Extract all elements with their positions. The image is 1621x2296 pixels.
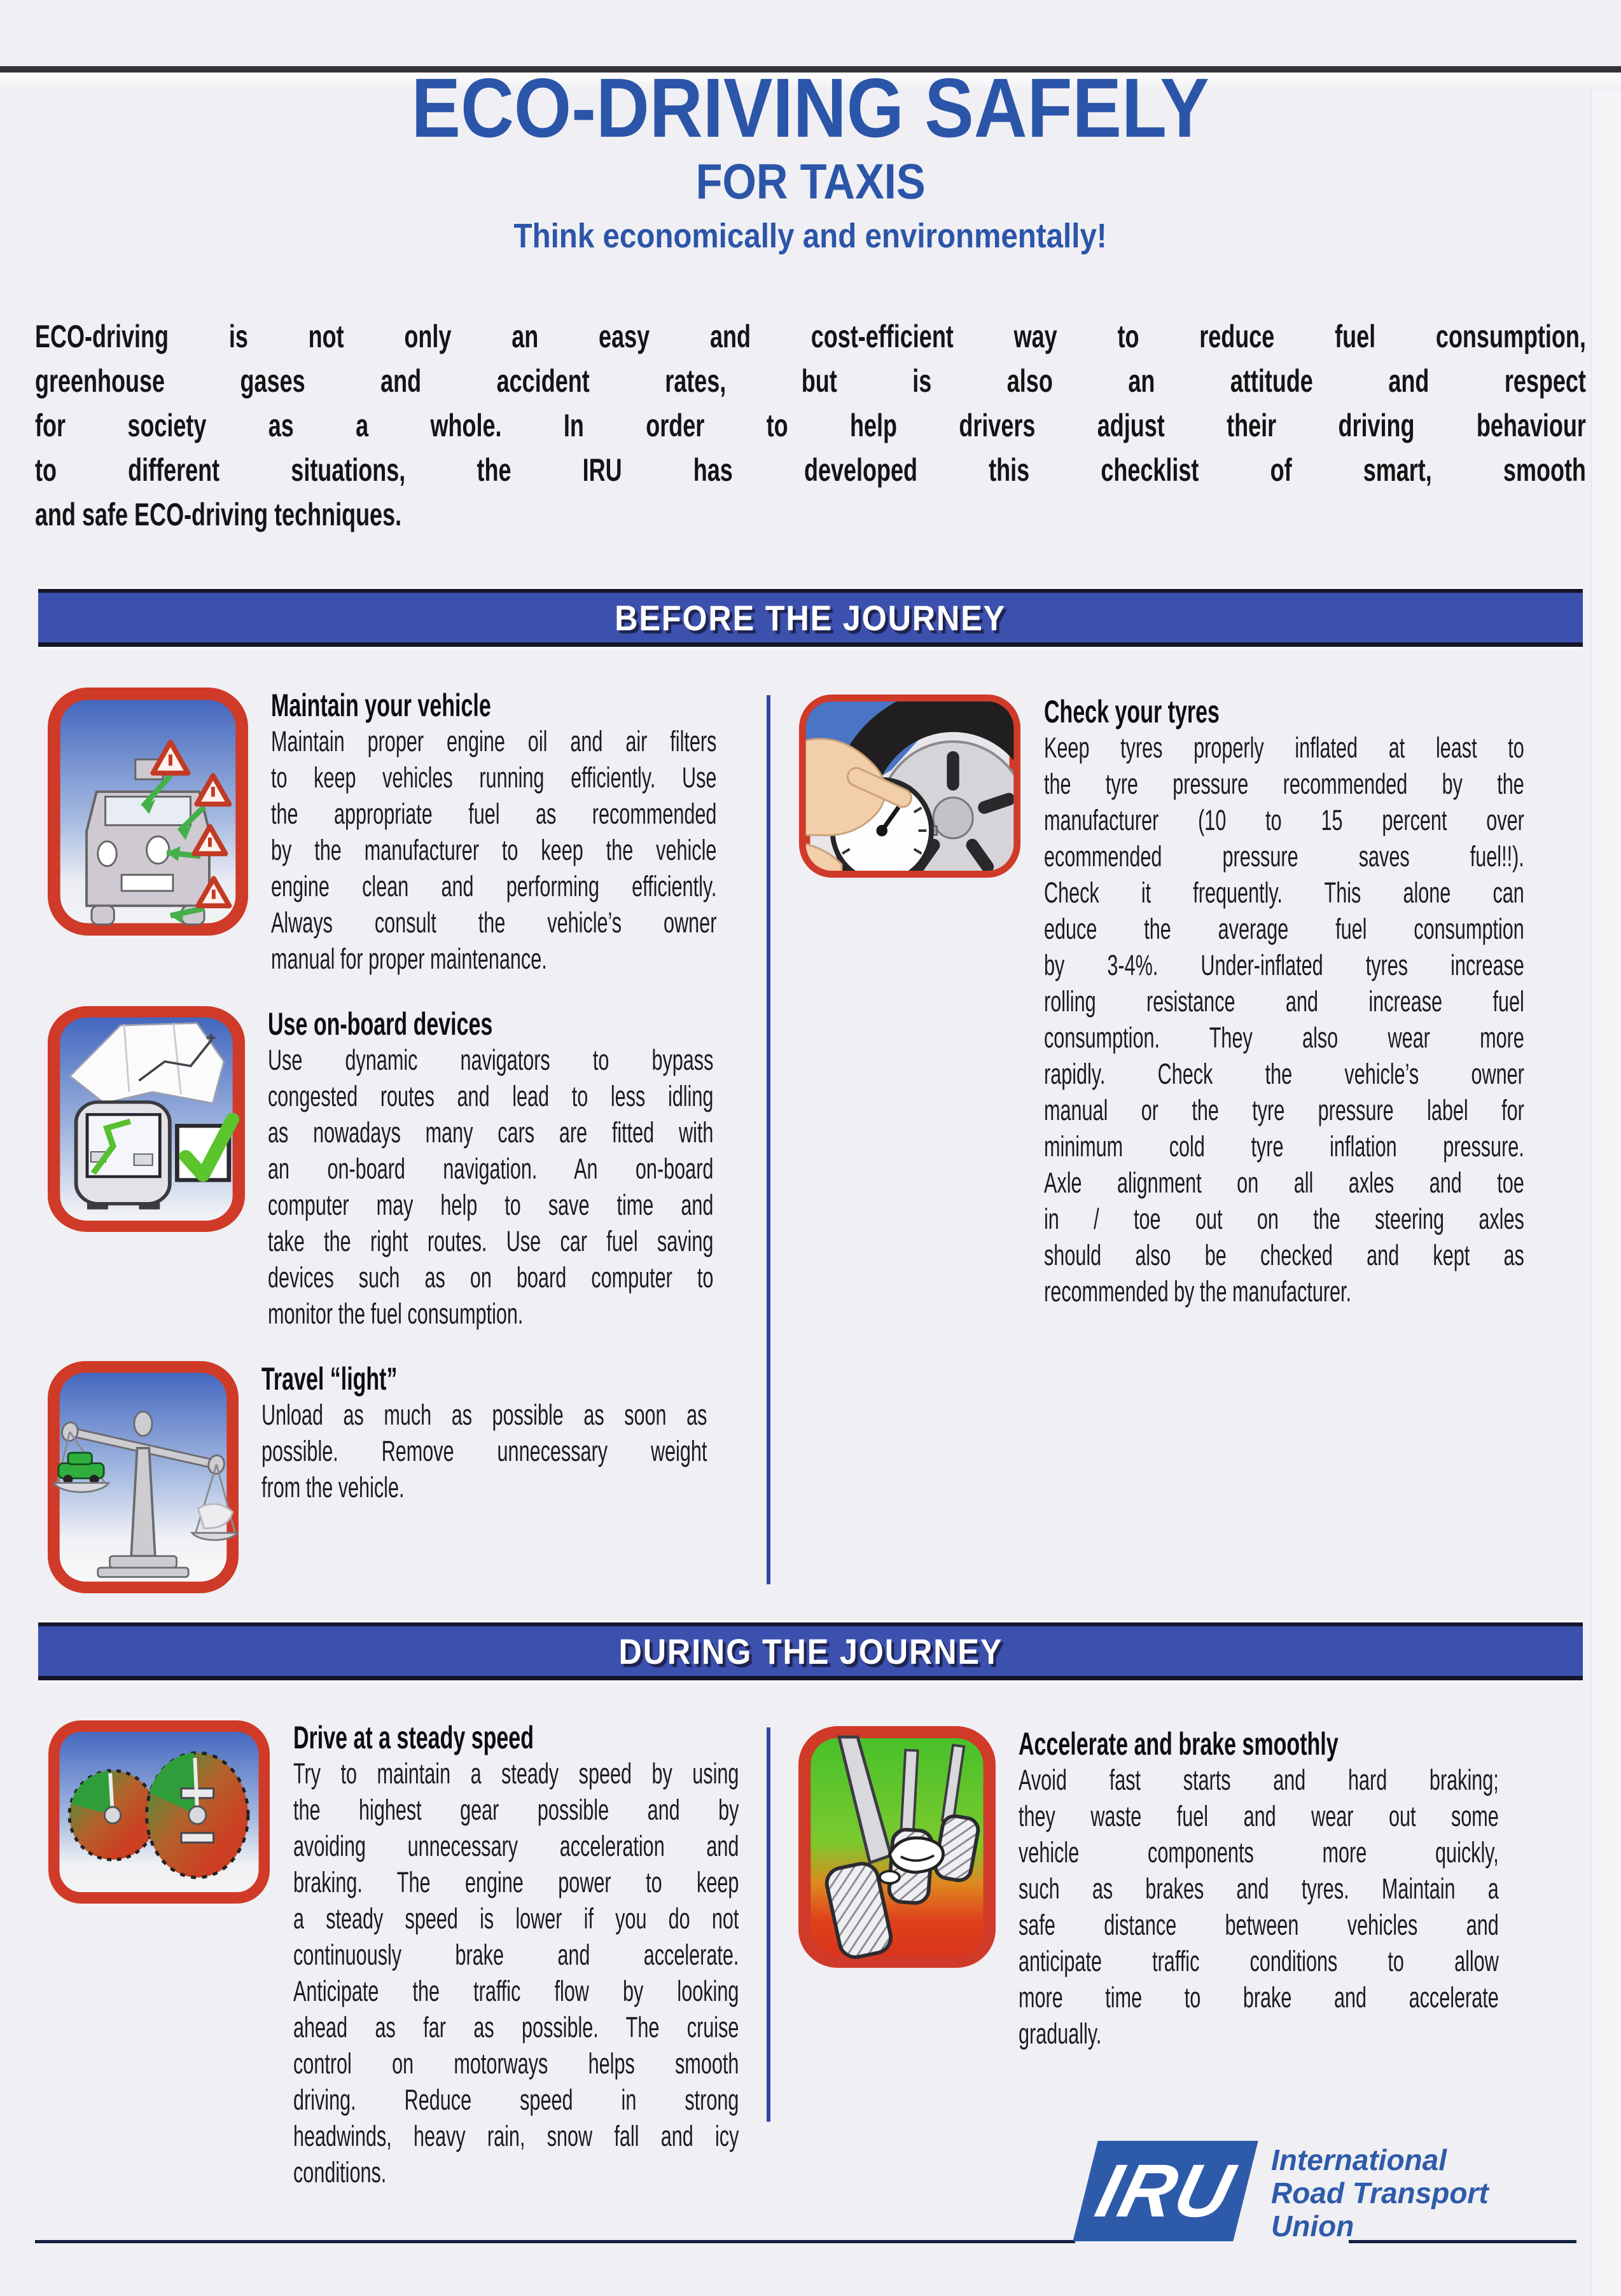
during-left-column xyxy=(35,1720,767,2190)
text-line: and safe ECO-driving techniques. xyxy=(35,497,402,532)
text-line: Use dynamic navigators to bypass xyxy=(268,1044,714,1076)
item-text xyxy=(271,688,716,977)
intro-paragraph xyxy=(35,314,1586,537)
page-tagline: Think economically and environmentally! xyxy=(513,217,1108,255)
text-line: consumption. They also wear more xyxy=(1044,1021,1524,1054)
text-line: greenhouse gases and accident rates, but is also an attitude and respect xyxy=(35,363,1586,399)
text-line: as nowadays many cars are fitted with xyxy=(268,1116,714,1149)
text-line: the tyre pressure recommended by the xyxy=(1044,768,1524,800)
before-left-column xyxy=(35,688,767,1622)
text-line: congested routes and lead to less idling xyxy=(268,1080,714,1112)
text-line: by the manufacturer to keep the vehicle xyxy=(271,834,717,866)
iru-org-line: Road Transport xyxy=(1271,2176,1489,2210)
iru-organisation-name xyxy=(1271,2143,1489,2243)
text-line: Check it frequently. This alone can xyxy=(1044,876,1524,909)
item-heading: Check your tyres xyxy=(1044,694,1220,730)
text-line: gradually. xyxy=(1019,2017,1102,2050)
text-line: conditions. xyxy=(293,2156,387,2189)
item-heading: Travel “light” xyxy=(261,1361,398,1397)
item-heading: Use on-board devices xyxy=(268,1006,493,1042)
text-line: by 3-4%. Under-inflated tyres increase xyxy=(1044,949,1524,981)
section-banner-during-the-journey: DURING THE JOURNEY xyxy=(38,1622,1583,1680)
scan-right-edge xyxy=(1591,90,1621,2296)
onboard-navigator-icon xyxy=(48,1006,245,1232)
pedals-icon xyxy=(798,1726,996,1968)
text-line: from the vehicle. xyxy=(261,1471,405,1504)
item-text xyxy=(1044,694,1524,1310)
text-line: Unload as much as possible as soon as xyxy=(261,1399,707,1431)
text-line: the appropriate fuel as recommended xyxy=(271,798,717,830)
during-right-column xyxy=(770,1720,1621,2190)
text-line: possible. Remove unnecessary weight xyxy=(261,1435,707,1467)
page-subtitle: FOR TAXIS xyxy=(695,153,926,209)
text-line: Always consult the vehicle’s owner xyxy=(271,906,717,939)
item-heading: Drive at a steady speed xyxy=(293,1720,534,1755)
text-line: educe the average fuel consumption xyxy=(1044,913,1524,945)
item-text xyxy=(1019,1726,1499,2052)
text-line: ahead as far as possible. The cruise xyxy=(293,2011,739,2044)
text-line: vehicle components more quickly, xyxy=(1019,1836,1499,1869)
text-line: devices such as on board computer to xyxy=(268,1261,714,1294)
text-line: rapidly. Check the vehicle’s owner xyxy=(1044,1058,1524,1090)
text-line: rolling resistance and increase fuel xyxy=(1044,985,1524,1018)
item-body xyxy=(271,723,716,977)
item-body xyxy=(1044,730,1524,1310)
text-line: computer may help to save time and xyxy=(268,1189,714,1221)
text-line: Avoid fast starts and hard braking; xyxy=(1019,1764,1499,1796)
section-banner-before-the-journey: BEFORE THE JOURNEY xyxy=(38,589,1583,647)
text-line: Keep tyres properly inflated at least to xyxy=(1044,731,1524,764)
text-line: they waste fuel and wear out some xyxy=(1019,1800,1499,1832)
speedometer-gauges-icon xyxy=(48,1720,270,1904)
text-line: an on-board navigation. An on-board xyxy=(268,1152,714,1185)
section-during-the-journey xyxy=(35,1720,1586,2190)
text-line: a steady speed is lower if you do not xyxy=(293,1902,739,1935)
item-check-your-tyres xyxy=(798,694,1621,1310)
tyre-pressure-gauge-icon xyxy=(798,694,1021,878)
iru-logo xyxy=(1073,2141,1258,2241)
item-maintain-your-vehicle xyxy=(48,688,767,977)
item-body xyxy=(1019,1762,1499,2052)
footer-rule-left xyxy=(35,2240,1075,2243)
before-right-column xyxy=(770,688,1621,1622)
item-travel-light xyxy=(48,1361,767,1593)
text-line: monitor the fuel consumption. xyxy=(268,1297,524,1330)
text-line: take the right routes. Use car fuel saving xyxy=(268,1225,714,1257)
text-line: recommended by the manufacturer. xyxy=(1044,1275,1352,1308)
text-line: Try to maintain a steady speed by using xyxy=(293,1757,739,1790)
item-text xyxy=(261,1361,707,1505)
text-line: more time to brake and accelerate xyxy=(1019,1981,1499,2014)
text-line: manual or the tyre pressure label for xyxy=(1044,1094,1524,1126)
text-line: driving. Reduce speed in strong xyxy=(293,2084,739,2116)
iru-org-line: Union xyxy=(1271,2210,1354,2243)
item-body xyxy=(268,1042,713,1332)
text-line: such as brakes and tyres. Maintain a xyxy=(1019,1872,1499,1905)
text-line: for society as a whole. In order to help drivers adjust their driving behaviour xyxy=(35,408,1586,443)
text-line: avoiding unnecessary acceleration and xyxy=(293,1830,739,1862)
text-line: ECO-driving is not only an easy and cost-efficient way to reduce fuel consumption, xyxy=(35,319,1586,354)
text-line: to keep vehicles running efficiently. Use xyxy=(271,761,717,794)
page-title: ECO-DRIVING SAFELY xyxy=(411,61,1210,155)
text-line: minimum cold tyre inflation pressure. xyxy=(1044,1130,1524,1163)
text-line: control on motorways helps smooth xyxy=(293,2047,739,2080)
text-line: ecommended pressure saves fuel!!). xyxy=(1044,840,1524,873)
text-line: anticipate traffic conditions to allow xyxy=(1019,1945,1499,1977)
item-heading: Accelerate and brake smoothly xyxy=(1019,1726,1339,1762)
text-line: Axle alignment on all axles and toe xyxy=(1044,1166,1524,1199)
item-use-on-board-devices xyxy=(48,1006,767,1332)
item-body xyxy=(261,1397,707,1505)
text-line: should also be checked and kept as xyxy=(1044,1239,1524,1271)
text-line: headwinds, heavy rain, snow fall and icy xyxy=(293,2120,739,2152)
section-before-the-journey xyxy=(35,688,1586,1622)
text-line: continuously brake and accelerate. xyxy=(293,1939,739,1971)
item-text xyxy=(268,1006,713,1332)
text-line: safe distance between vehicles and xyxy=(1019,1909,1499,1941)
text-line: to different situations, the IRU has developed this checklist of smart, smooth xyxy=(35,452,1586,488)
item-drive-at-a-steady-speed xyxy=(48,1720,767,2190)
text-line: manual for proper maintenance. xyxy=(271,943,547,975)
item-body xyxy=(293,1755,739,2190)
item-accelerate-and-brake-smoothly xyxy=(798,1726,1621,2052)
text-line: manufacturer (10 to 15 percent over xyxy=(1044,804,1524,836)
item-text xyxy=(293,1720,739,2190)
text-line: Maintain proper engine oil and air filters xyxy=(271,725,717,757)
iru-org-line: International xyxy=(1271,2143,1447,2176)
text-line: in / toe out on the steering axles xyxy=(1044,1203,1524,1235)
text-line: Anticipate the traffic flow by looking xyxy=(293,1975,739,2007)
text-line: engine clean and performing efficiently. xyxy=(271,870,717,902)
text-line: braking. The engine power to keep xyxy=(293,1866,739,1898)
text-line: the highest gear possible and by xyxy=(293,1794,739,1826)
weighing-scale-icon xyxy=(48,1361,239,1593)
car-warning-triangles-icon xyxy=(48,688,248,936)
iru-logo-letters: IRU xyxy=(1088,2149,1243,2233)
item-heading: Maintain your vehicle xyxy=(271,688,491,723)
